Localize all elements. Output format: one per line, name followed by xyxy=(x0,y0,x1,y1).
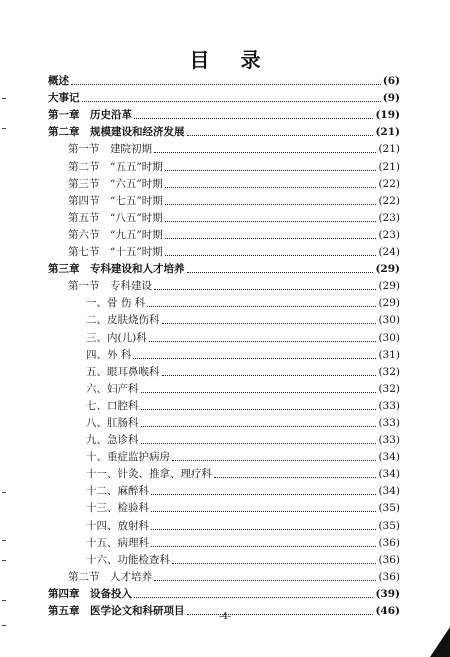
toc-entry xyxy=(48,241,400,258)
toc-entry-label: 概述 xyxy=(48,75,69,88)
toc-entry xyxy=(48,138,400,155)
toc-entry xyxy=(48,258,400,275)
toc-entry-label: 十一、针灸、推拿、理疗科 xyxy=(86,468,212,481)
toc-entry-label: 十、重症监护病房 xyxy=(86,451,170,464)
dot-leader xyxy=(141,408,377,410)
table-of-contents xyxy=(48,70,400,617)
toc-entry-label: 五、眼耳鼻喉科 xyxy=(86,365,160,378)
dot-leader xyxy=(134,117,373,119)
toc-entry-page: (21) xyxy=(378,143,400,156)
toc-entry xyxy=(48,497,400,514)
toc-entry xyxy=(48,429,400,446)
page-number: -4- xyxy=(219,612,231,622)
toc-entry-page: (33) xyxy=(378,434,400,447)
dot-leader xyxy=(134,596,373,598)
toc-entry-label: 第三章 专科建设和人才培养 xyxy=(48,263,185,276)
toc-entry xyxy=(48,344,400,361)
toc-entry-page: (31) xyxy=(378,348,400,361)
toc-entry-page: (23) xyxy=(378,228,400,241)
toc-entry-page: (21) xyxy=(378,160,400,173)
dot-leader xyxy=(214,476,376,478)
toc-entry xyxy=(48,155,400,172)
toc-entry xyxy=(48,70,400,87)
toc-entry xyxy=(48,549,400,566)
toc-entry-label: 第五节 “八五”时期 xyxy=(68,211,163,224)
margin-mark xyxy=(2,492,6,493)
dot-leader xyxy=(165,186,377,188)
toc-entry-label: 九、急诊科 xyxy=(86,434,139,447)
toc-entry-page: (19) xyxy=(375,109,400,122)
toc-entry-page: (29) xyxy=(378,280,400,293)
toc-entry-page: (39) xyxy=(375,587,400,600)
dot-leader xyxy=(165,169,377,171)
toc-entry-page: (32) xyxy=(378,382,400,395)
page-title: 目 录 xyxy=(189,48,273,72)
toc-entry-label: 六、妇产科 xyxy=(86,382,139,395)
dot-leader xyxy=(151,510,376,512)
margin-mark xyxy=(2,98,6,99)
dot-leader xyxy=(165,220,377,222)
dot-leader xyxy=(187,271,374,273)
toc-entry-label: 第七节 “十五”时期 xyxy=(68,246,163,259)
toc-entry xyxy=(48,463,400,480)
page-corner-shadow xyxy=(430,627,450,657)
toc-entry-label: 第四节 “七五”时期 xyxy=(68,194,163,207)
toc-entry xyxy=(48,292,400,309)
dot-leader xyxy=(154,151,376,153)
toc-entry-label: 第五章 医学论文和科研项目 xyxy=(48,605,185,617)
toc-entry-page: (22) xyxy=(378,177,400,190)
toc-entry xyxy=(48,514,400,531)
margin-mark xyxy=(2,600,6,601)
toc-entry xyxy=(48,207,400,224)
toc-entry-label: 十四、放射科 xyxy=(86,519,149,532)
dot-leader xyxy=(151,545,376,547)
toc-entry-page: (35) xyxy=(378,502,400,515)
dot-leader xyxy=(172,459,376,461)
toc-entry-page: (6) xyxy=(382,75,400,88)
dot-leader xyxy=(141,425,377,427)
toc-entry-page: (34) xyxy=(378,485,400,498)
toc-entry xyxy=(48,224,400,241)
toc-entry-label: 三、内(儿)科 xyxy=(86,331,147,344)
toc-entry-page: (30) xyxy=(378,314,400,327)
dot-leader xyxy=(151,493,376,495)
toc-entry xyxy=(48,361,400,378)
toc-entry xyxy=(48,395,400,412)
toc-entry-label: 四、外 科 xyxy=(86,348,132,361)
toc-entry xyxy=(48,190,400,207)
toc-entry-page: (33) xyxy=(378,399,400,412)
toc-entry-page: (36) xyxy=(378,536,400,549)
dot-leader xyxy=(133,357,376,359)
toc-entry-label: 一、骨 伤 科 xyxy=(86,297,146,310)
toc-entry-page: (34) xyxy=(378,468,400,481)
toc-entry-page: (35) xyxy=(378,519,400,532)
dot-leader xyxy=(154,288,376,290)
toc-entry-page: (32) xyxy=(378,365,400,378)
margin-mark xyxy=(2,560,6,561)
toc-entry-label: 十二、麻醉科 xyxy=(86,485,149,498)
toc-entry-label: 第一章 历史沿革 xyxy=(48,109,132,122)
toc-entry xyxy=(48,121,400,138)
dot-leader xyxy=(149,340,377,342)
margin-mark xyxy=(2,540,6,541)
toc-entry-label: 十五、病理科 xyxy=(86,536,149,549)
dot-leader xyxy=(82,100,381,102)
dot-leader xyxy=(71,83,381,85)
toc-entry xyxy=(48,378,400,395)
dot-leader xyxy=(187,134,374,136)
dot-leader xyxy=(162,374,377,376)
toc-entry-label: 八、肛肠科 xyxy=(86,416,139,429)
toc-entry-page: (30) xyxy=(378,331,400,344)
toc-entry xyxy=(48,275,400,292)
toc-entry-label: 十三、检验科 xyxy=(86,502,149,515)
dot-leader xyxy=(165,203,377,205)
toc-entry-label: 二、皮肤烧伤科 xyxy=(86,314,160,327)
toc-entry-label: 第二节 人才培养 xyxy=(68,570,152,583)
toc-entry xyxy=(48,87,400,104)
dot-leader xyxy=(162,322,377,324)
toc-entry-page: (23) xyxy=(378,211,400,224)
toc-entry-label: 第四章 设备投入 xyxy=(48,587,132,600)
toc-entry-label: 第三节 “六五”时期 xyxy=(68,177,163,190)
toc-entry-label: 第二节 “五五”时期 xyxy=(68,160,163,173)
toc-entry-page: (36) xyxy=(378,570,400,583)
dot-leader xyxy=(172,562,376,564)
margin-mark xyxy=(2,128,6,129)
toc-entry-page: (46) xyxy=(375,605,400,617)
toc-entry xyxy=(48,532,400,549)
toc-entry xyxy=(48,412,400,429)
dot-leader xyxy=(141,391,377,393)
toc-entry-page: (22) xyxy=(378,194,400,207)
toc-entry xyxy=(48,583,400,600)
toc-entry-page: (21) xyxy=(375,126,400,139)
toc-entry-page: (24) xyxy=(378,246,400,259)
margin-mark xyxy=(2,625,6,626)
toc-entry xyxy=(48,446,400,463)
dot-leader xyxy=(165,237,377,239)
toc-entry xyxy=(48,480,400,497)
toc-entry-label: 十六、功能检查科 xyxy=(86,553,170,566)
toc-entry-label: 大事记 xyxy=(48,92,80,105)
toc-entry xyxy=(48,104,400,121)
toc-entry-label: 第六节 “九五”时期 xyxy=(68,228,163,241)
toc-entry xyxy=(48,566,400,583)
toc-entry-page: (36) xyxy=(378,553,400,566)
dot-leader xyxy=(154,579,376,581)
toc-entry-page: (33) xyxy=(378,416,400,429)
dot-leader xyxy=(141,442,377,444)
toc-entry-label: 七、口腔科 xyxy=(86,399,139,412)
toc-entry xyxy=(48,326,400,343)
dot-leader xyxy=(147,305,376,307)
toc-entry-label: 第一节 专科建设 xyxy=(68,280,152,293)
toc-entry xyxy=(48,173,400,190)
dot-leader xyxy=(151,528,376,530)
toc-entry-page: (34) xyxy=(378,451,400,464)
dot-leader xyxy=(165,254,377,256)
toc-entry xyxy=(48,309,400,326)
toc-entry-page: (29) xyxy=(378,297,400,310)
toc-entry-label: 第一节 建院初期 xyxy=(68,143,152,156)
toc-entry-label: 第二章 规模建设和经济发展 xyxy=(48,126,185,139)
toc-entry-page: (29) xyxy=(375,263,400,276)
toc-entry-page: (9) xyxy=(382,92,400,105)
